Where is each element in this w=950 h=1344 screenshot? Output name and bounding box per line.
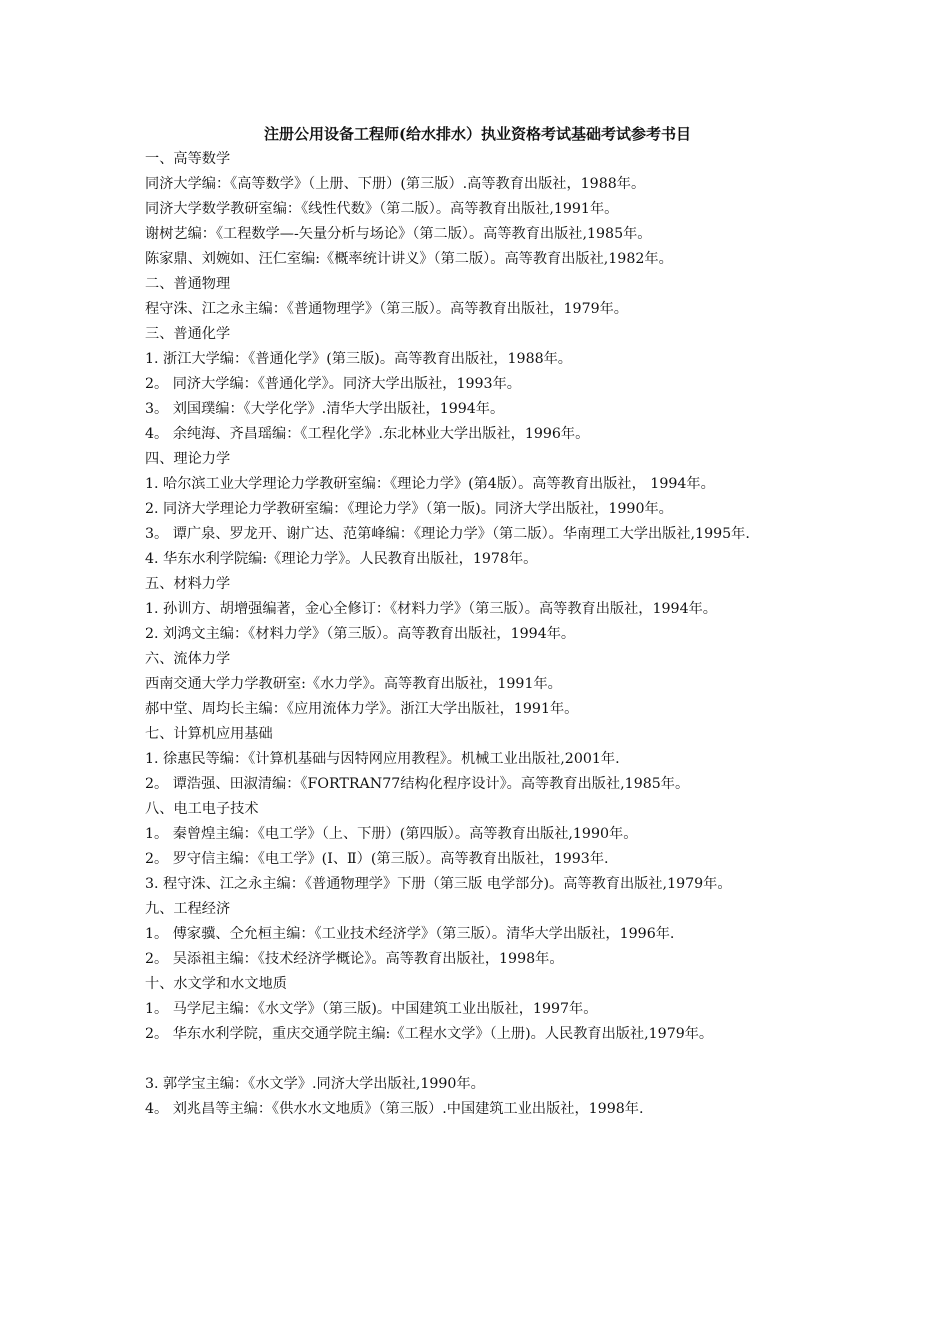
- section-heading: 九、工程经济: [145, 901, 231, 917]
- reference-entry: 2。 吴添祖主编：《技术经济学概论》。高等教育出版社，1998年。: [145, 951, 564, 967]
- section-heading: 七、计算机应用基础: [145, 726, 273, 742]
- reference-entry: 1. 徐惠民等编：《计算机基础与因特网应用教程》。机械工业出版社,2001年.: [145, 751, 620, 767]
- reference-entry: 3. 郭学宝主编：《水文学》.同济大学出版社,1990年。: [145, 1076, 485, 1092]
- reference-entry: 郝中堂、周均长主编：《应用流体力学》。浙江大学出版社，1991年。: [145, 701, 579, 717]
- reference-entry: 3。 谭广泉、罗龙开、谢广达、范第峰编：《理论力学》（第二版）。华南理工大学出版社,1995年.: [145, 526, 750, 542]
- reference-entry: 1。 马学尼主编：《水文学》（第三版)。中国建筑工业出版社，1997年。: [145, 1001, 598, 1017]
- reference-entry: 程守洙、江之永主编：《普通物理学》（第三版）。高等教育出版社，1979年。: [145, 301, 628, 317]
- reference-entry: 2. 刘鸿文主编：《材料力学》（第三版）。高等教育出版社，1994年。: [145, 626, 576, 642]
- reference-entry: 陈家鼎、刘婉如、汪仁室编:《概率统计讲义》（第二版）。高等教育出版社,1982年。: [145, 251, 673, 267]
- section-heading: 三、普通化学: [145, 326, 231, 342]
- reference-entry: 2。 罗守信主编：《电工学》(Ⅰ、Ⅱ）(第三版）。高等教育出版社，1993年.: [145, 851, 609, 867]
- section-heading: 八、电工电子技术: [145, 801, 259, 817]
- reference-entry: 1。 傅家骥、仝允桓主编：《工业技术经济学》（第三版）。清华大学出版社，1996年.: [145, 926, 675, 942]
- document-page: [145, 122, 810, 1122]
- reference-list: [145, 147, 810, 1122]
- reference-entry: 1. 浙江大学编：《普通化学》(第三版)。高等教育出版社，1988年。: [145, 351, 572, 367]
- section-heading: 十、水文学和水文地质: [145, 976, 287, 992]
- section-heading: 二、普通物理: [145, 276, 231, 292]
- reference-entry: 西南交通大学力学教研室:《水力学》。高等教育出版社，1991年。: [145, 676, 562, 692]
- blank-line: [145, 1047, 810, 1072]
- section-heading: 六、流体力学: [145, 651, 231, 667]
- reference-entry: 2。 华东水利学院，重庆交通学院主编:《工程水文学》（上册)。人民教育出版社,1979年。: [145, 1026, 714, 1042]
- reference-entry: 1。 秦曾煌主编：《电工学》（上、下册）(第四版）。高等教育出版社,1990年。: [145, 826, 638, 842]
- section-heading: 五、材料力学: [145, 576, 231, 592]
- section-heading: 四、理论力学: [145, 451, 231, 467]
- reference-entry: 3。 刘国璞编：《大学化学》.清华大学出版社，1994年。: [145, 401, 505, 417]
- reference-entry: 3. 程守洙、江之永主编：《普通物理学》下册（第三版 电学部分)。高等教育出版社,1979年。: [145, 876, 732, 892]
- reference-entry: 2。 同济大学编：《普通化学》。同济大学出版社，1993年。: [145, 376, 521, 392]
- reference-entry: 4。 刘兆昌等主编：《供水水文地质》（第三版）.中国建筑工业出版社，1998年.: [145, 1101, 644, 1117]
- reference-entry: 2. 同济大学理论力学教研室编：《理论力学》（第一版)。同济大学出版社，1990年。: [145, 501, 673, 517]
- reference-entry: 同济大学数学教研室编：《线性代数》（第二版）。高等教育出版社,1991年。: [145, 201, 619, 217]
- section-heading: 一、高等数学: [145, 151, 231, 167]
- reference-entry: 4. 华东水利学院编:《理论力学》。人民教育出版社，1978年。: [145, 551, 538, 567]
- reference-entry: 同济大学编：《高等数学》（上册、下册）(第三版）.高等教育出版社，1988年。: [145, 176, 646, 192]
- reference-entry: 1. 哈尔滨工业大学理论力学教研室编：《理论力学》(第4版）。高等教育出版社， 1994年。: [145, 476, 715, 492]
- reference-entry: 4。 余纯海、齐昌瑶编：《工程化学》.东北林业大学出版社，1996年。: [145, 426, 590, 442]
- reference-entry: 谢树艺编：《工程数学—-矢量分析与场论》（第二版）。高等教育出版社,1985年。: [145, 226, 652, 242]
- document-title: 注册公用设备工程师(给水排水）执业资格考试基础考试参考书目: [263, 125, 692, 143]
- reference-entry: 2。 谭浩强、田淑清编：《FORTRAN77结构化程序设计》。高等教育出版社,1985年。: [145, 776, 690, 792]
- reference-entry: 1. 孙训方、胡增强编著，金心全修订：《材料力学》（第三版）。高等教育出版社，1994年。: [145, 601, 717, 617]
